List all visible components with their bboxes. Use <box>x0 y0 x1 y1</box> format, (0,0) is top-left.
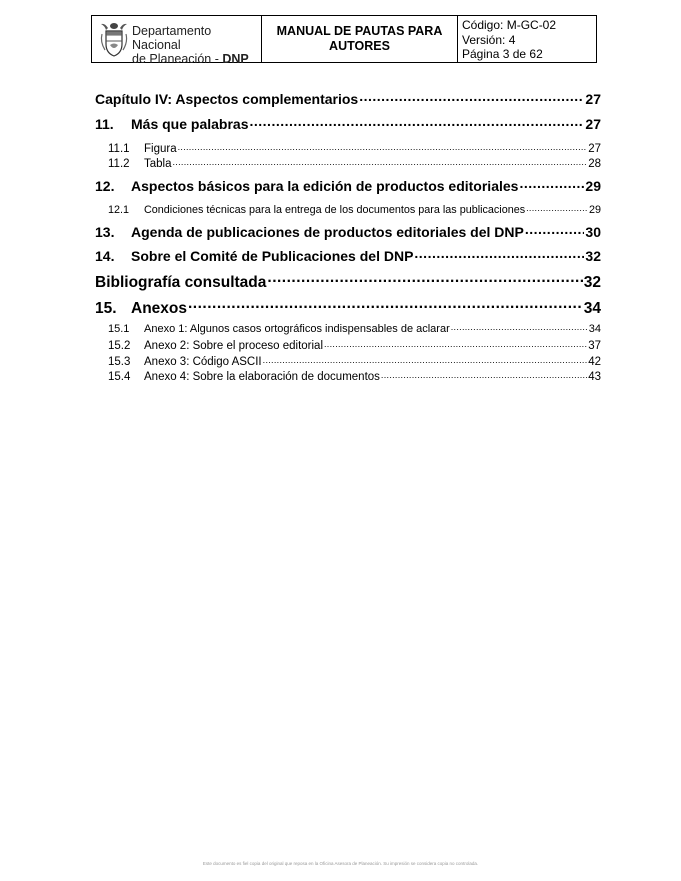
toc-number: 15.3 <box>108 355 131 368</box>
toc-number: 11. <box>95 116 114 132</box>
toc-entry[interactable] <box>95 271 601 292</box>
toc-page: 37 <box>588 339 601 352</box>
toc-entry[interactable] <box>95 321 601 335</box>
toc-leader <box>173 155 588 167</box>
toc-entry[interactable] <box>95 337 601 352</box>
toc-page: 42 <box>588 355 601 368</box>
toc-page: 27 <box>585 116 601 132</box>
toc-entry[interactable] <box>95 223 601 240</box>
toc-title: Aspectos básicos para la edición de productos editoriales <box>131 178 519 194</box>
toc-leader <box>526 202 588 213</box>
footer-note: Este documento es fiel copia del original que reposa en la Oficina Asesora de Planeación. Su impresión se considera copia no controlada. <box>202 861 479 866</box>
toc-leader <box>178 140 588 152</box>
toc-leader <box>414 247 584 261</box>
toc-page: 43 <box>588 370 601 383</box>
toc-title: Sobre el Comité de Publicaciones del DNP <box>131 248 414 264</box>
toc-leader <box>188 297 583 313</box>
toc-entry[interactable] <box>95 353 601 368</box>
toc-page: 29 <box>588 203 601 216</box>
toc-page: 27 <box>588 142 601 155</box>
toc-number: 12.1 <box>108 203 130 216</box>
toc-entry[interactable] <box>95 297 601 318</box>
toc-title: Tabla <box>144 157 172 170</box>
colombia-coat-of-arms-icon <box>99 20 129 58</box>
toc-entry[interactable] <box>95 140 601 155</box>
toc-leader <box>324 337 587 349</box>
doc-page: Página 3 de 62 <box>462 47 543 61</box>
toc-title: Anexo 4: Sobre la elaboración de documentos <box>144 370 380 383</box>
org-line1: Departamento Nacional <box>132 24 212 52</box>
toc-entry[interactable] <box>95 115 601 132</box>
document-header <box>91 15 597 66</box>
toc-page: 32 <box>583 273 601 291</box>
toc-number: 15. <box>95 299 117 317</box>
doc-code: Código: M-GC-02 <box>462 18 557 32</box>
toc-title: Figura <box>144 142 177 155</box>
toc-number: 13. <box>95 224 115 240</box>
toc-leader <box>267 271 582 287</box>
org-acronym: DNP <box>222 52 249 66</box>
org-name <box>132 24 261 66</box>
toc-page: 28 <box>588 157 601 170</box>
doc-version: Versión: 4 <box>462 32 516 47</box>
toc-page: 27 <box>585 91 601 107</box>
toc-entry[interactable] <box>95 177 601 194</box>
toc-title: Más que palabras <box>131 116 249 132</box>
toc-title: Anexo 3: Código ASCII <box>144 355 262 368</box>
toc-leader <box>250 115 585 129</box>
toc-entry[interactable] <box>95 202 601 216</box>
toc-page: 29 <box>585 178 601 194</box>
doc-meta <box>458 16 596 62</box>
toc-entry[interactable] <box>95 90 601 107</box>
toc-number: 11.2 <box>108 157 130 170</box>
toc-title: Condiciones técnicas para la entrega de los documentos para las publicaciones <box>144 203 526 216</box>
toc-leader <box>263 353 588 365</box>
toc-leader <box>525 223 585 237</box>
toc-title: Anexo 2: Sobre el proceso editorial <box>144 339 323 352</box>
toc-title: Anexos <box>131 299 187 317</box>
toc-number: 15.4 <box>108 370 131 383</box>
org-line2-prefix: de Planeación - <box>132 52 223 66</box>
toc-number: 14. <box>95 248 115 264</box>
org-line2 <box>132 52 261 66</box>
toc-number: 12. <box>95 178 115 194</box>
toc-leader <box>359 90 584 104</box>
toc-leader <box>381 368 587 380</box>
toc-page: 32 <box>585 248 601 264</box>
doc-title: MANUAL DE PAUTAS PARA AUTORES <box>262 16 458 62</box>
toc-title: Capítulo IV: Aspectos complementarios <box>95 91 359 107</box>
toc-entry[interactable] <box>95 368 601 383</box>
toc-number: 15.2 <box>108 339 131 352</box>
toc-number: 11.1 <box>108 142 130 155</box>
toc-entry[interactable] <box>95 247 601 264</box>
toc-entry[interactable] <box>95 155 601 170</box>
toc-page: 34 <box>583 299 601 317</box>
toc-title: Anexo 1: Algunos casos ortográficos indispensables de aclarar <box>144 323 450 335</box>
toc-page: 34 <box>588 323 601 335</box>
toc-number: 15.1 <box>108 323 130 335</box>
toc-leader <box>519 177 584 191</box>
toc-title: Agenda de publicaciones de productos editoriales del DNP <box>131 224 524 240</box>
toc-title: Bibliografía consultada <box>95 273 267 291</box>
toc-leader <box>451 321 588 332</box>
toc-page: 30 <box>585 224 601 240</box>
logo-cell <box>92 16 262 66</box>
